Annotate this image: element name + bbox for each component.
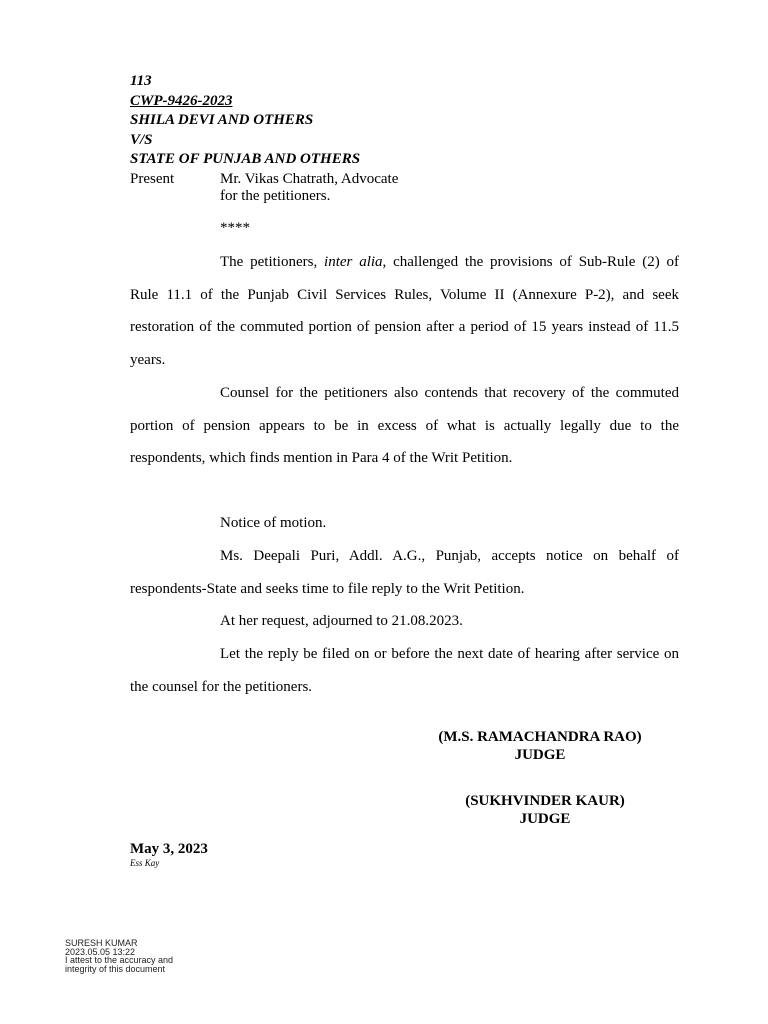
respondent-name: STATE OF PUNJAB AND OTHERS: [130, 151, 361, 167]
judge2-name: (SUKHVINDER KAUR): [465, 793, 625, 809]
paragraph-contention: Counsel for the petitioners also contends that recovery of the commuted portion of pension appears to be in excess of what is actually legally due to the respondents, which finds mention in Para 4 of the Writ Petition.: [130, 385, 679, 467]
separator-stars: ****: [220, 220, 250, 236]
p1-italic: inter alia: [324, 254, 383, 270]
order-date: May 3, 2023: [130, 841, 208, 857]
present-label: Present: [130, 171, 175, 187]
counsel-role: for the petitioners.: [220, 188, 331, 204]
versus-text: V/S: [130, 131, 153, 148]
counsel-name: Mr. Vikas Chatrath, Advocate: [220, 171, 399, 187]
paragraph-reply: Let the reply be filed on or before the next date of hearing after service on the counsel for the petitioners.: [130, 646, 679, 695]
steno-initials: Ess Kay: [130, 858, 160, 868]
paragraph-adjourned: At her request, adjourned to 21.08.2023.: [220, 613, 463, 629]
judge1-title: JUDGE: [514, 747, 566, 763]
judge-signature-2: [405, 792, 685, 828]
paragraph-challenge: [130, 246, 679, 377]
stamp-attest-line1: I attest to the accuracy and: [65, 955, 174, 965]
judge2-title: JUDGE: [519, 811, 571, 827]
stamp-datetime: 2023.05.05 13:22: [65, 946, 136, 957]
petitioner-name: SHILA DEVI AND OTHERS: [130, 112, 314, 128]
p1-rest: , challenged the provisions of Sub-Rule (2) of Rule 11.1 of the Punjab Civil Services Rules, Volume II (Annexure P-2), and seek restoration of the commuted portion of pension after a period of 15 years instead of 11.5 years.: [130, 254, 680, 369]
paragraph-notice: Notice of motion.: [220, 515, 327, 531]
judge1-name: (M.S. RAMACHANDRA RAO): [438, 729, 642, 745]
stamp-attest-line2: integrity of this document: [65, 963, 166, 974]
p1-start: The petitioners,: [220, 254, 325, 270]
judge-signature-1: [405, 728, 675, 764]
case-header: [130, 72, 360, 170]
case-number: CWP-9426-2023: [130, 92, 233, 109]
item-number: 113: [130, 73, 152, 89]
stamp-name: SURESH KUMAR: [65, 938, 138, 948]
paragraph-acceptance: Ms. Deepali Puri, Addl. A.G., Punjab, accepts notice on behalf of respondents-State and seeks time to file reply to the Writ Petition.: [130, 548, 679, 597]
present-counsel: [220, 171, 398, 205]
digital-signature-stamp: [65, 939, 173, 973]
